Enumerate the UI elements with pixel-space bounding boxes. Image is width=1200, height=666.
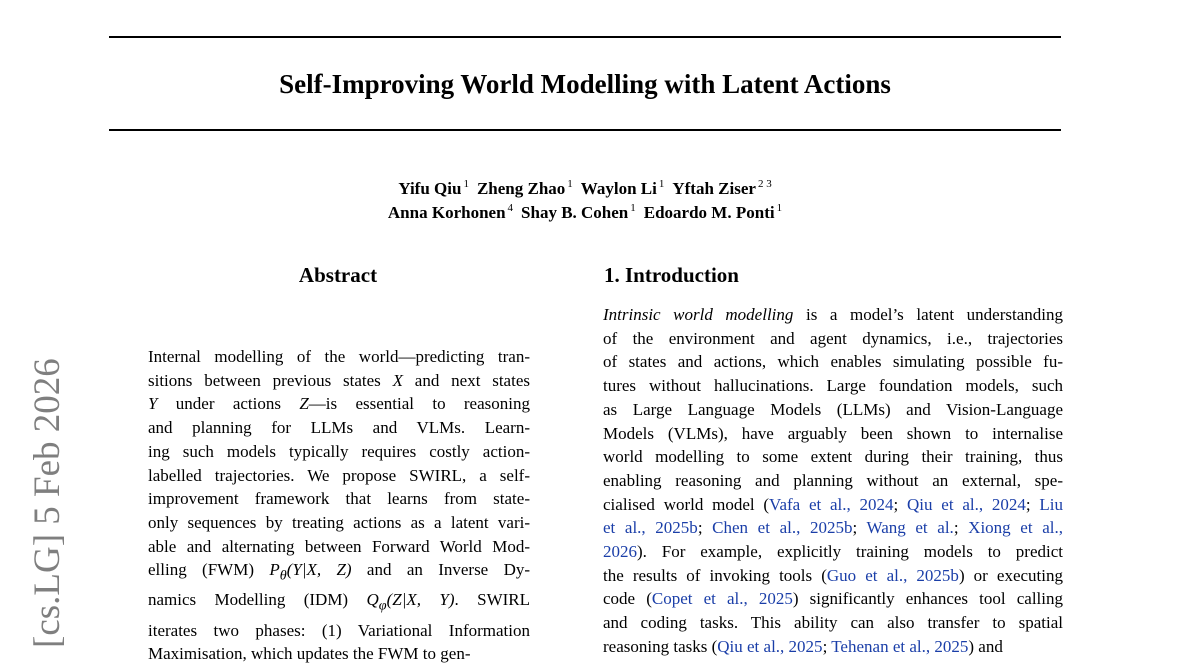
citation-link[interactable]: 2026 — [603, 542, 637, 562]
math-symbol: (Z|X, Y) — [386, 590, 455, 610]
citation-link[interactable]: Xiong et al., — [968, 518, 1063, 538]
text-run: ) significantly enhances tool calling — [792, 589, 1063, 609]
author-name — [477, 179, 573, 198]
author-name-text: Edoardo M. Ponti — [643, 202, 775, 222]
math-symbol: θ — [279, 567, 287, 584]
text-line — [148, 535, 530, 559]
title-rule-top — [109, 36, 1061, 38]
text-run: the results of invoking tools ( — [603, 565, 827, 585]
text-run: . SWIRL — [454, 590, 530, 610]
math-symbol: Z — [299, 394, 309, 414]
text-run: ; — [822, 636, 832, 656]
text-run: as Large Language Models (LLMs) and Vision-Language — [603, 399, 1063, 419]
text-run: of states and actions, which enables simulating possible fu- — [603, 352, 1063, 372]
text-line — [603, 611, 1063, 635]
citation-link[interactable]: Guo et al., 2025b — [826, 565, 959, 585]
author-affiliation: 1 — [567, 178, 573, 190]
text-line — [603, 564, 1063, 588]
author-affiliation: 1 — [463, 178, 469, 190]
author-affiliation: 1 — [776, 202, 783, 214]
text-run: only sequences by treating actions as a latent vari- — [148, 512, 530, 532]
author-name — [581, 179, 665, 198]
text-run: code ( — [603, 589, 652, 609]
text-run: is a model’s latent understanding — [793, 305, 1063, 324]
citation-link[interactable]: et al., 2025b — [603, 518, 698, 538]
text-run: elling (FWM) — [148, 560, 270, 580]
math-symbol: X — [392, 370, 403, 390]
text-run: improvement framework that learns from state- — [148, 489, 530, 509]
author-name-text: Waylon Li — [580, 178, 657, 198]
text-line — [148, 511, 530, 535]
paper-title: Self-Improving World Modelling with Latent Actions — [279, 69, 891, 99]
text-run: reasoning tasks ( — [603, 636, 718, 656]
text-line — [603, 540, 1063, 564]
text-run: ). For example, explicitly training models to predict — [637, 542, 1063, 562]
text-run: ; — [953, 518, 969, 538]
math-symbol: (Y|X, Z) — [286, 560, 352, 580]
math-symbol: φ — [378, 597, 387, 614]
author-name — [644, 203, 782, 222]
abstract-heading: Abstract — [298, 263, 378, 287]
text-run: iterates two phases: (1) Variational Information — [148, 620, 530, 640]
title-rule-bottom — [109, 129, 1061, 131]
text-run: Internal modelling of the world—predicting tran- — [148, 347, 530, 366]
author-name — [672, 179, 771, 198]
text-line — [148, 392, 530, 416]
text-run: cialised world model ( — [603, 494, 770, 514]
citation-link[interactable]: Vafa et al., 2024 — [769, 494, 894, 514]
text-run: ; — [893, 494, 908, 514]
text-run: ) or executing — [958, 565, 1063, 585]
text-line — [148, 642, 530, 666]
text-run: ; — [852, 518, 867, 538]
author-name — [398, 179, 469, 198]
text-line — [603, 398, 1063, 422]
text-run: and an Inverse Dy- — [351, 560, 531, 580]
citation-link[interactable]: Copet et al., 2025 — [651, 589, 793, 609]
text-line — [148, 464, 530, 488]
citation-link[interactable]: Wang et al. — [866, 518, 954, 538]
citation-link[interactable]: Chen et al., 2025b — [712, 518, 853, 538]
text-run: enabling reasoning and planning without an external, spe- — [603, 470, 1063, 490]
author-affiliation: 4 — [507, 202, 514, 214]
text-run: under actions — [157, 394, 300, 414]
text-line — [148, 416, 530, 440]
text-run: and coding tasks. This ability can also transfer to spatial — [603, 613, 1063, 633]
introduction-heading: 1. Introduction — [604, 263, 739, 287]
text-run: and planning for LLMs and VLMs. Learn- — [148, 418, 530, 438]
text-line — [603, 303, 1063, 327]
introduction-body — [603, 303, 1063, 659]
author-name-text: Yifu Qiu — [398, 178, 462, 198]
math-symbol: P — [269, 560, 280, 580]
citation-link[interactable]: Qiu et al., 2025 — [717, 636, 823, 656]
text-run: ing such models typically requires costly action- — [148, 441, 530, 461]
text-line — [603, 327, 1063, 351]
text-run: labelled trajectories. We propose SWIRL, a self- — [148, 465, 530, 485]
text-run: Maximisation, which updates the FWM to gen- — [148, 644, 471, 664]
abstract-body — [148, 345, 530, 666]
text-line — [148, 345, 530, 369]
author-name-text: Shay B. Cohen — [521, 202, 629, 222]
text-run: ; — [697, 518, 713, 538]
citation-link[interactable]: Liu — [1039, 494, 1063, 514]
citation-link[interactable]: Qiu et al., 2024 — [907, 494, 1026, 514]
text-line — [603, 587, 1063, 611]
text-line — [603, 350, 1063, 374]
text-line — [603, 635, 1063, 659]
text-line — [148, 440, 530, 464]
text-line — [148, 588, 530, 618]
text-run: world modelling to some extent during their training, thus — [603, 447, 1063, 467]
text-run: ; — [1025, 494, 1040, 514]
author-affiliation: 1 — [630, 202, 636, 214]
author-name — [521, 203, 636, 222]
text-line — [603, 469, 1063, 493]
text-line — [148, 487, 530, 511]
math-symbol: Y — [148, 394, 158, 414]
text-run: ) and — [968, 636, 1003, 656]
text-run: Models (VLMs), have arguably been shown to internalise — [603, 423, 1063, 443]
citation-link[interactable]: Tehenan et al., 2025 — [831, 636, 969, 656]
text-line — [603, 422, 1063, 446]
author-name-text: Anna Korhonen — [387, 202, 506, 222]
math-symbol: Q — [366, 590, 379, 610]
text-line — [603, 516, 1063, 540]
text-run: namics Modelling (IDM) — [148, 590, 367, 610]
text-run: and next states — [402, 370, 530, 390]
text-line — [148, 619, 530, 643]
text-run: sitions between previous states — [148, 370, 393, 390]
text-run: tures without hallucinations. Large foundation models, such — [603, 376, 1063, 396]
text-line — [603, 493, 1063, 517]
author-name — [388, 203, 513, 222]
arxiv-side-stamp: [cs.LG] 5 Feb 2026 — [27, 358, 68, 648]
text-run: —is essential to reasoning — [308, 394, 530, 414]
author-list-line-1 — [0, 173, 1170, 200]
text-line — [603, 445, 1063, 469]
author-name-text: Yftah Ziser — [672, 178, 756, 198]
author-affiliation: 2 3 — [757, 178, 772, 190]
author-list-line-2 — [0, 197, 1170, 224]
text-run: able and alternating between Forward World Mod- — [148, 536, 530, 556]
text-line — [148, 558, 530, 588]
text-line — [603, 374, 1063, 398]
author-affiliation: 1 — [658, 178, 665, 190]
text-line — [148, 369, 530, 393]
author-name-text: Zheng Zhao — [476, 178, 566, 198]
text-run: Intrinsic world modelling — [603, 305, 794, 324]
text-run: of the environment and agent dynamics, i.e., trajectories — [603, 328, 1063, 348]
